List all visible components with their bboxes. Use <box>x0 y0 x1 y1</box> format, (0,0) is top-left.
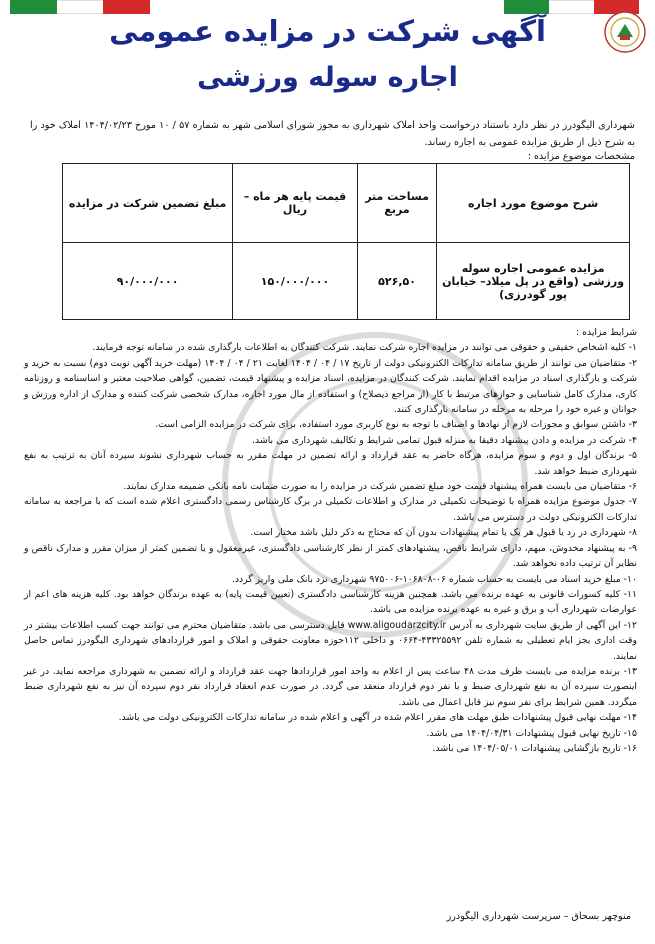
condition-item: ۶- متقاضیان می بایست همراه پیشنهاد قیمت خود مبلغ تضمین شرکت در مزایده را به صورت ضمانت نامه بانکی ضمیمه مدارک نمایند. <box>123 481 637 493</box>
page-subtitle: اجاره سوله ورزشی <box>197 62 458 93</box>
page-title: آگهی شرکت در مزایده عمومی <box>109 14 546 48</box>
signature: منوچهر بسحاق – سرپرست شهرداری الیگودرز <box>446 911 631 922</box>
condition-item: ۱۶- تاریخ بازگشایی پیشنهادات ۱۴۰۴/۰۵/۰۱ می باشد. <box>432 742 637 754</box>
table-cell-base-price: ۱۵۰/۰۰۰/۰۰۰ <box>233 243 358 320</box>
condition-item: ۱۱- کلیه کسورات قانونی به عهده برنده می باشد. همچنین هزینه کارشناسی دادگستری (تعیین قیمت پایه) به عهده برندگان خواهد بود. کلیه هزینه های اعم از عوارضات شهرداری آب و برق و غیره به عهده برنده مزایده می باشد. <box>24 588 637 616</box>
conditions-section <box>24 325 637 756</box>
municipality-logo-icon <box>603 10 647 54</box>
table-cell-guarantee: ۹۰/۰۰۰/۰۰۰ <box>63 243 233 320</box>
condition-item: ۸- شهرداری در رد یا قبول هر یک یا تمام پیشنهادات بدون آن که محتاج به ذکر دلیل باشد مختار است. <box>250 527 637 539</box>
condition-item: ۳- داشتن سوابق و مجوزات لازم از نهادها و اصناف با توجه به نوع کاربری مورد استفاده، برای شرکت در مزایده الزامی است. <box>155 419 637 431</box>
table-cell-area: ۵۲۶,۵۰ <box>357 243 436 320</box>
column-header: قیمت پایه هر ماه – ریال <box>233 164 358 243</box>
table-row <box>63 243 630 320</box>
condition-item: ۱۰- مبلغ خرید اسناد می بایست به حساب شماره ۰۶-۱۰۶۸۰۸-۹۷۵۰۰۶ شهرداری نزد بانک ملی واریز گردد. <box>231 573 637 585</box>
conditions-title: شرایط مزایده : <box>576 327 637 338</box>
condition-item: ۱- کلیه اشخاص حقیقی و حقوقی می توانند در مزایده اجاره شرکت نمایند. شرکت کنندگان به اطلاعات بارگذاری شده در سامانه توجه فرمایند. <box>92 342 637 354</box>
flag-stripe-left <box>10 0 150 14</box>
table-header-row <box>63 164 630 243</box>
condition-item: ۱۲- این آگهی از طریق سایت شهرداری به آدرس www.aligoudarzcity.ir قابل دسترسی می باشد. متقاضیان محترم می توانند جهت کسب اطلاعات بیشتر در وقت اداری بجز ایام تعطیلی به شماره تلفن ۴۳۳۲۵۵۹۲-۰۶۶۴ و داخلی ۱۱۲حوزه معاونت حقوقی و املاک و امور قراردادهای شهرداری الیگودرز تماس حاصل نمایند. <box>24 619 637 662</box>
column-header: مبلغ تضمین شرکت در مزایده <box>63 164 233 243</box>
condition-item: ۷- جدول موضوع مزایده همراه با توضیحات تکمیلی در مدارک و اطلاعات تکمیلی در برگ کارشناس رسمی دادگستری اعلام شده است که با مراجعه به سامانه تدارکات الکترونیکی دولت در دسترس می باشد. <box>24 496 637 523</box>
spec-label: مشخصات موضوع مزایده : <box>527 151 635 162</box>
condition-item: ۲- متقاضیان می توانند از طریق سامانه تدارکات الکترونیکی دولت از تاریخ ۱۷ / ۰۴ / ۱۴۰۴ لغایت ۲۱ / ۰۴ / ۱۴۰۴ (مهلت خرید آگهی نوبت دوم) نسبت به خرید و شرکت و بارگذاری اسناد در مزایده اقدام نمایند. شرکت کنندگان در مزایده، اسناد مزایده و پیشنهاد قیمت، تضمین، گواهی صلاحیت معتبر و اساسنامه و روزنامه کاری، مدارک کامل شناسایی و جوازهای مرتبط با کار (از مراجع ذیصلاح) و استفاده از مال مورد اجاره، مدارک شخصی شرکت کننده و مدارک از اداره ورزش و جوانان و غیره خود را مرحله به مرحله در سامانه بارگذاری کنند. <box>24 357 638 416</box>
condition-item: ۱۳- برنده مزایده می بایست ظرف مدت ۴۸ ساعت پس از اعلام به واحد امور قراردادها جهت عقد قرارداد و ارائه تضمین به شهرداری مراجعه نماید. در غیر اینصورت سپرده آن به نفع شهرداری ضبط و با نفر دوم قرارداد منعقد می گردد. در صورت عدم انعقاد قرارداد نفر دوم سپرده آن نیز به نفع شهرداری ضبط میگردد. همین شرایط برای نفر سوم نیز قابل اعمال می باشد. <box>24 665 637 708</box>
auction-spec-table <box>62 163 630 320</box>
condition-item: ۵- برندگان اول و دوم و سوم مزایده، هرگاه حاضر به عقد قرارداد و ارائه تضمین در مهلت مقرر به حساب شهرداری نشوند سپرده آنان به ترتیب به نفع شهرداری ضبط خواهد شد. <box>24 450 637 477</box>
table-cell-description: مزایده عمومی اجاره سوله ورزشی (واقع در پل میلاد– خیابان پور گودرزی) <box>437 243 630 320</box>
intro-paragraph: شهرداری الیگودرز در نظر دارد باستناد درخواست واحد املاک شهرداری به مجوز شورای اسلامی شهر به شماره ۵۷ / ۱۰ مورخ ۱۴۰۴/۰۲/۲۳ املاک خود را به شرح ذیل از طریق مزایده عمومی به اجاره رساند. <box>30 120 635 148</box>
condition-item: ۴- شرکت در مزایده و دادن پیشنهاد دقیقا به منزله قبول تمامی شرایط و تکالیف شهرداری می باشد. <box>252 434 637 446</box>
condition-item: ۱۵- تاریخ نهایی قبول پیشنهادات ۱۴۰۴/۰۴/۳۱ می باشد. <box>426 727 637 739</box>
column-header: شرح موضوع مورد اجاره <box>437 164 630 243</box>
column-header: مساحت متر مربع <box>357 164 436 243</box>
condition-item: ۱۴- مهلت نهایی قبول پیشنهادات طبق مهلت های مقرر اعلام شده در آگهی و اعلام شده در سامانه تدارکات الکترونیکی دولت می باشد. <box>118 712 637 724</box>
condition-item: ۹- به پیشنهاد مخدوش، مبهم، دارای شرایط ناقص، پیشنهادهای کمتر از نظر کارشناسی دادگستری، غیرمعقول و یا تضمین کمتر از میزان مقرر و مدارک ناقص و نظایر آن ترتیب داده نخواهد شد. <box>24 542 637 570</box>
